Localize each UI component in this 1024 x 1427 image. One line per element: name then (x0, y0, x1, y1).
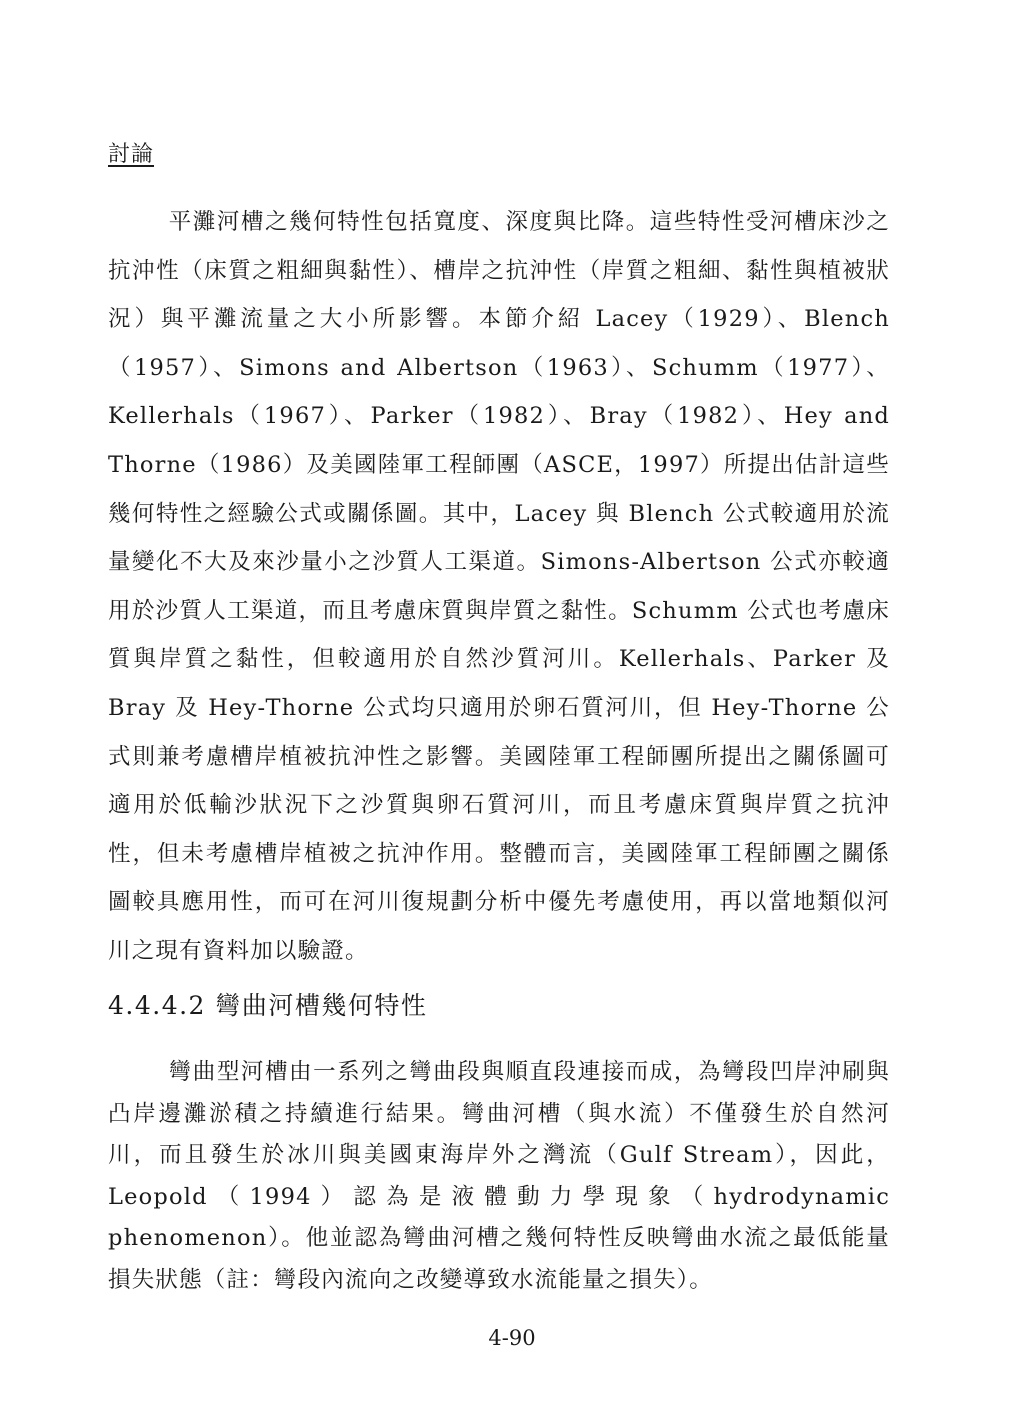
section-heading: 討論 (108, 142, 155, 167)
subsection-heading: 4.4.4.2 彎曲河槽幾何特性 (108, 991, 428, 1020)
page-number: 4-90 (488, 1326, 536, 1350)
discussion-paragraph: 平灘河槽之幾何特性包括寬度、深度與比降。這些特性受河槽床沙之抗沖性（床質之粗細與黏性）、槽岸之抗沖性（岸質之粗細、黏性與植被狀況）與平灘流量之大小所影響。本節介紹 Lacey（1929）、Blench（1957）、Simons and Albertson（1963）、Schumm（1977）、Kellerhals（1967）、Parker（1982）、Bray（1982）、Hey and Thorne（1986）及美國陸軍工程師團（ASCE，1997）所提出估計這些幾何特性之經驗公式或關係圖。其中，Lacey 與 Blench 公式較適用於流量變化不大及來沙量小之沙質人工渠道。Simons-Albertson 公式亦較適用於沙質人工渠道，而且考慮床質與岸質之黏性。Schumm 公式也考慮床質與岸質之黏性，但較適用於自然沙質河川。Kellerhals、Parker 及 Bray 及 Hey-Thorne 公式均只適用於卵石質河川，但 Hey-Thorne 公式則兼考慮槽岸植被抗沖性之影響。美國陸軍工程師團所提出之關係圖可適用於低輸沙狀況下之沙質與卵石質河川，而且考慮床質與岸質之抗沖性，但未考慮槽岸植被之抗沖作用。整體而言，美國陸軍工程師團之關係圖較具應用性，而可在河川復規劃分析中優先考慮使用，再以當地類似河川之現有資料加以驗證。 (108, 209, 890, 964)
meander-paragraph: 彎曲型河槽由一系列之彎曲段與順直段連接而成，為彎段凹岸沖刷與凸岸邊灘淤積之持續進行結果。彎曲河槽（與水流）不僅發生於自然河川，而且發生於冰川與美國東海岸外之灣流（Gulf Stream），因此，Leopold（1994）認為是液體動力學現象（hydrodynamic phenomenon）。他並認為彎曲河槽之幾何特性反映彎曲水流之最低能量損失狀態（註：彎段內流向之改變導致水流能量之損失）。 (108, 1059, 890, 1293)
